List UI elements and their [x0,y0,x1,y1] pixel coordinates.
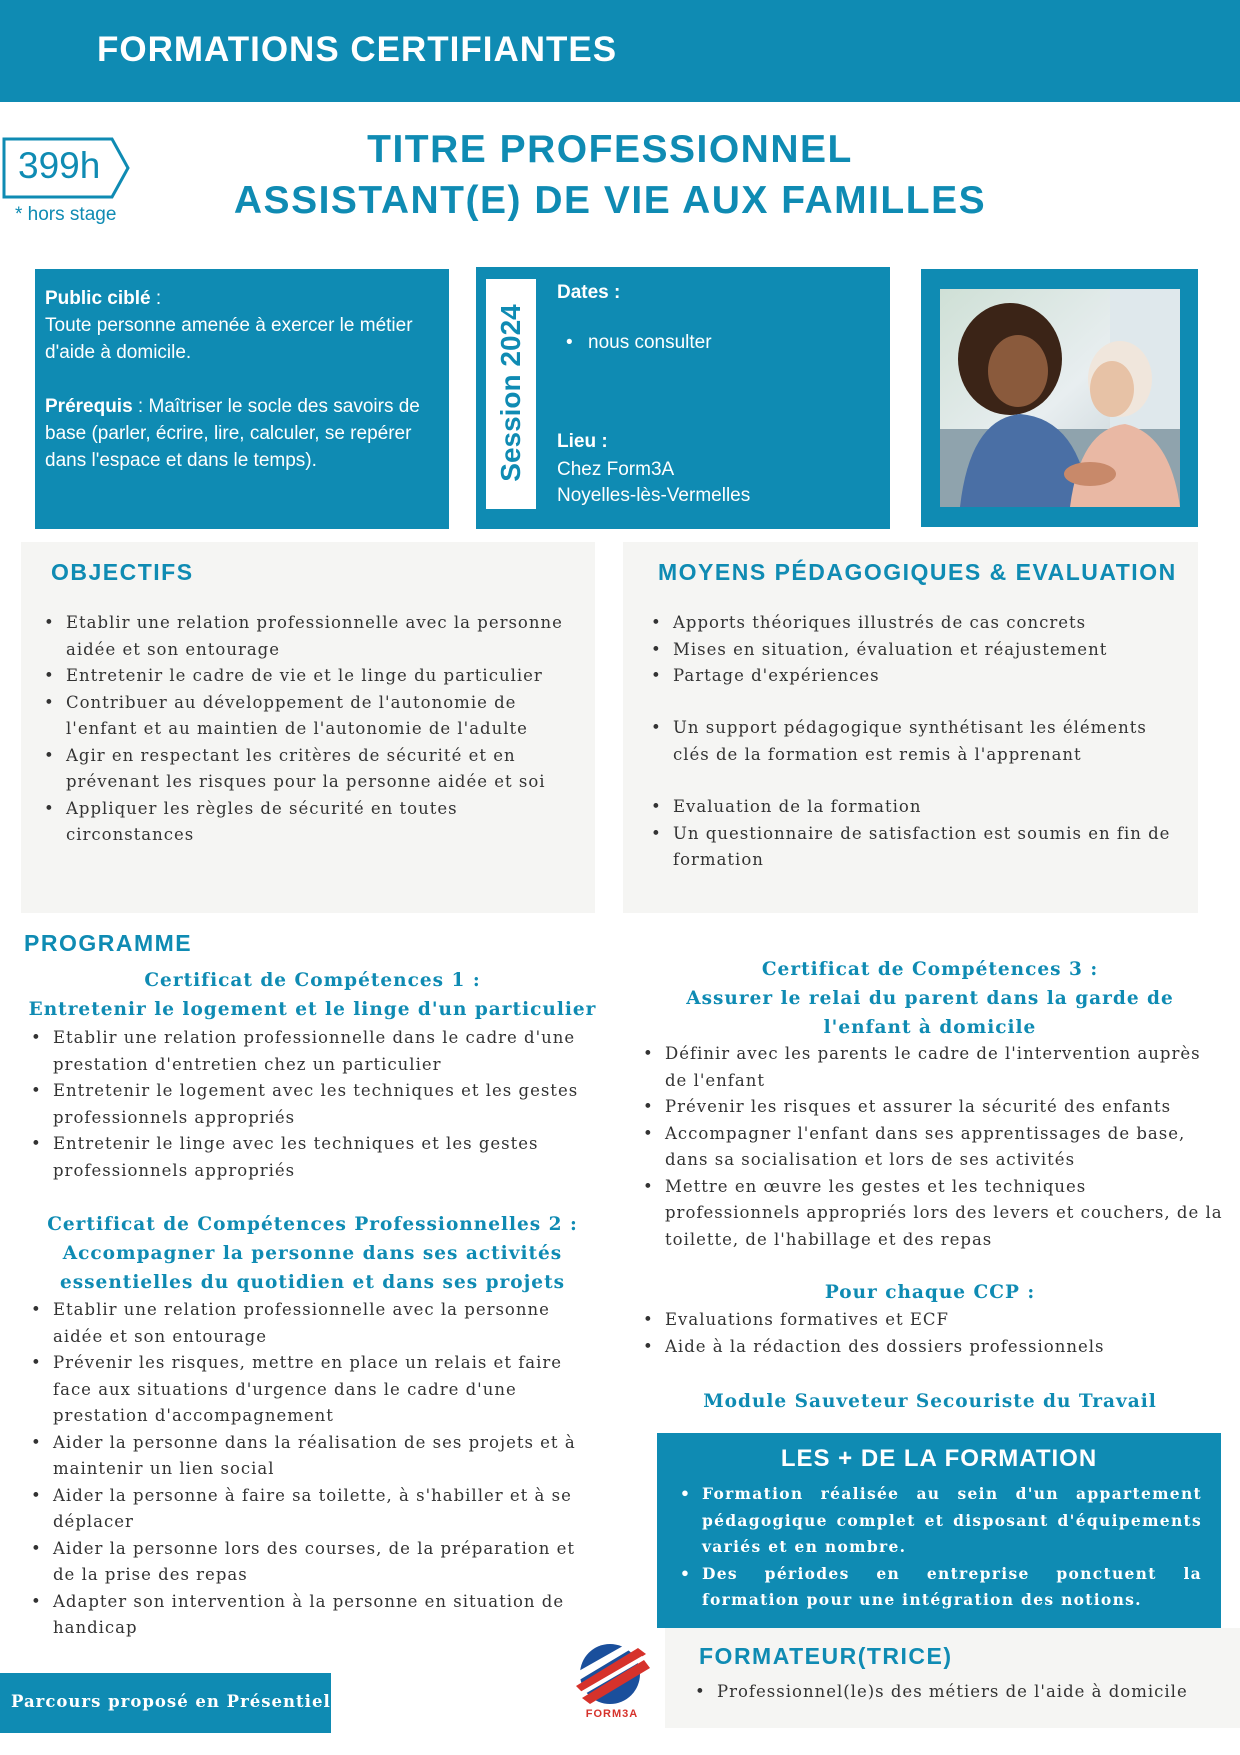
list-item: • Un questionnaire de satisfaction est soumis en fin de formation [673,821,1183,874]
list-item: • Contribuer au développement de l'autonomie de l'enfant et au maintien de l'autonomie de l'adulte [66,690,586,743]
lieu-label: Lieu : [557,431,608,452]
formateur-list [717,1679,1227,1706]
lieu-line-1: Chez Form3A [557,459,675,480]
moyens-list-3 [673,794,1183,874]
list-item: • Agir en respectant les critères de sécurité et en prévenant les risques pour la personne aidée et soi [66,743,586,796]
hours-badge [2,137,130,199]
list-item: • Entretenir le linge avec les techniques et les gestes professionnels appropriés [53,1131,593,1184]
cc1-title-line-1: Certificat de Compétences 1 : [144,970,481,991]
list-item: • Entretenir le cadre de vie et le linge du particulier [66,663,586,690]
dates-list [588,332,712,354]
list-item: • Aider la personne à faire sa toilette, à s'habiller et à se déplacer [53,1483,593,1536]
public-separator: : [150,288,162,309]
list-item: • Aider la personne dans la réalisation de ses projets et à maintenir un lien social [53,1430,593,1483]
lieu-text [557,457,750,509]
cc3-title-line-2: Assurer le relai du parent dans la garde de l'enfant à domicile [686,988,1174,1038]
formateur-title: FORMATEUR(TRICE) [699,1643,953,1669]
public-paragraph [45,285,439,366]
dates-item: • nous consulter [588,332,712,354]
moyens-list-1 [673,610,1183,690]
session-label: Session 2024 [495,304,526,482]
title-line-1: TITRE PROFESSIONNEL [367,128,853,171]
prereq-paragraph [45,393,439,474]
plus-title: LES + DE LA FORMATION [780,1445,1098,1472]
session-strip [486,279,536,509]
header-title: FORMATIONS CERTIFIANTES [97,30,618,69]
cc2-title-line-1: Certificat de Compétences Professionnelles 2 : [47,1214,578,1235]
list-item: • Mettre en œuvre les gestes et les techniques professionnels appropriés lors des levers et couchers, de la toilette, de l'habillage et des repas [665,1174,1225,1254]
list-item: • Entretenir le logement avec les techniques et les gestes professionnels appropriés [53,1078,593,1131]
moyens-list-2 [673,715,1183,768]
list-item: • Un support pédagogique synthétisant les éléments clés de la formation est remis à l'apprenant [673,715,1183,768]
moyens-title: MOYENS PÉDAGOGIQUES & EVALUATION [658,559,1177,585]
cc1-title [20,966,605,1024]
dates-label: Dates : [557,282,621,303]
cc1-list [53,1025,593,1184]
list-item: • Formation réalisée au sein d'un appartement pédagogique complet et disposant d'équipements variés et en nombre. [702,1481,1202,1561]
public-label: Public ciblé [45,288,151,309]
hours-value: 399h [18,145,101,186]
list-item: • Etablir une relation professionnelle avec la personne aidée et son entourage [66,610,586,663]
list-item: • Appliquer les règles de sécurité en toutes circonstances [66,796,586,849]
logo-text: FORM3A [585,1708,639,1720]
list-item: • Des périodes en entreprise ponctuent la formation pour une intégration des notions. [702,1561,1202,1614]
header-band [0,0,1240,102]
cc2-title-line-3: essentielles du quotidien et dans ses projets [59,1272,566,1293]
list-item: • Partage d'expériences [673,663,1183,690]
ccp-list [665,1307,1225,1360]
lieu-line-2: Noyelles-lès-Vermelles [557,485,751,506]
public-box [35,269,449,529]
list-item: • Professionnel(le)s des métiers de l'aide à domicile [717,1679,1227,1706]
cc3-list [665,1041,1225,1253]
title-line-2: ASSISTANT(E) DE VIE AUX FAMILLES [233,179,987,222]
list-item: • Aide à la rédaction des dossiers professionnels [665,1334,1225,1361]
cc3-title-line-1: Certificat de Compétences 3 : [761,959,1099,980]
list-item: • Evaluation de la formation [673,794,1183,821]
cc2-title [20,1210,605,1297]
list-item: • Apports théoriques illustrés de cas concrets [673,610,1183,637]
form3a-logo [568,1642,654,1726]
programme-title: PROGRAMME [24,930,193,956]
objectifs-panel [21,542,595,913]
list-item: • Mises en situation, évaluation et réajustement [673,637,1183,664]
cc2-list [53,1297,593,1642]
ccp-title: Pour chaque CCP : [824,1282,1036,1303]
list-item: • Prévenir les risques et assurer la sécurité des enfants [665,1094,1225,1121]
prereq-label: Prérequis [45,396,133,417]
objectifs-title: OBJECTIFS [51,559,194,585]
parcours-label: Parcours proposé en Présentiel [11,1692,331,1711]
list-item: • Définir avec les parents le cadre de l'intervention auprès de l'enfant [665,1041,1225,1094]
public-text: Toute personne amenée à exercer le métier d'aide à domicile. [45,315,413,363]
plus-list [702,1481,1202,1614]
parcours-badge [0,1673,331,1733]
cc2-title-line-2: Accompagner la personne dans ses activités [62,1243,563,1264]
prereq-text: : Maîtriser le socle des savoirs de base (parler, écrire, lire, calculer, se repérer dans l'espace et dans le temps). [45,396,420,471]
photo-frame [921,269,1198,527]
moyens-panel [623,542,1198,913]
list-item: • Etablir une relation professionnelle dans le cadre d'une prestation d'entretien chez un particulier [53,1025,593,1078]
list-item: • Accompagner l'enfant dans ses apprentissages de base, dans sa socialisation et lors de ses activités [665,1121,1225,1174]
list-item: • Prévenir les risques, mettre en place un relais et faire face aux situations d'urgence dans le cadre d'une prestation d'accompagnement [53,1350,593,1430]
list-item: • Etablir une relation professionnelle avec la personne aidée et son entourage [53,1297,593,1350]
page-title [160,124,1060,226]
caregiver-photo [940,289,1180,507]
module-title: Module Sauveteur Secouriste du Travail [703,1391,1157,1412]
plus-panel [657,1433,1221,1628]
list-item: • Evaluations formatives et ECF [665,1307,1225,1334]
list-item: • Adapter son intervention à la personne en situation de handicap [53,1589,593,1642]
cc1-title-line-2: Entretenir le logement et le linge d'un particulier [28,999,597,1020]
cc3-title [640,955,1220,1042]
list-item: • Aider la personne lors des courses, de la préparation et de la prise des repas [53,1536,593,1589]
session-box [476,267,890,529]
hours-note: * hors stage [15,204,117,225]
objectifs-list [66,610,586,849]
formateur-panel [665,1628,1240,1728]
